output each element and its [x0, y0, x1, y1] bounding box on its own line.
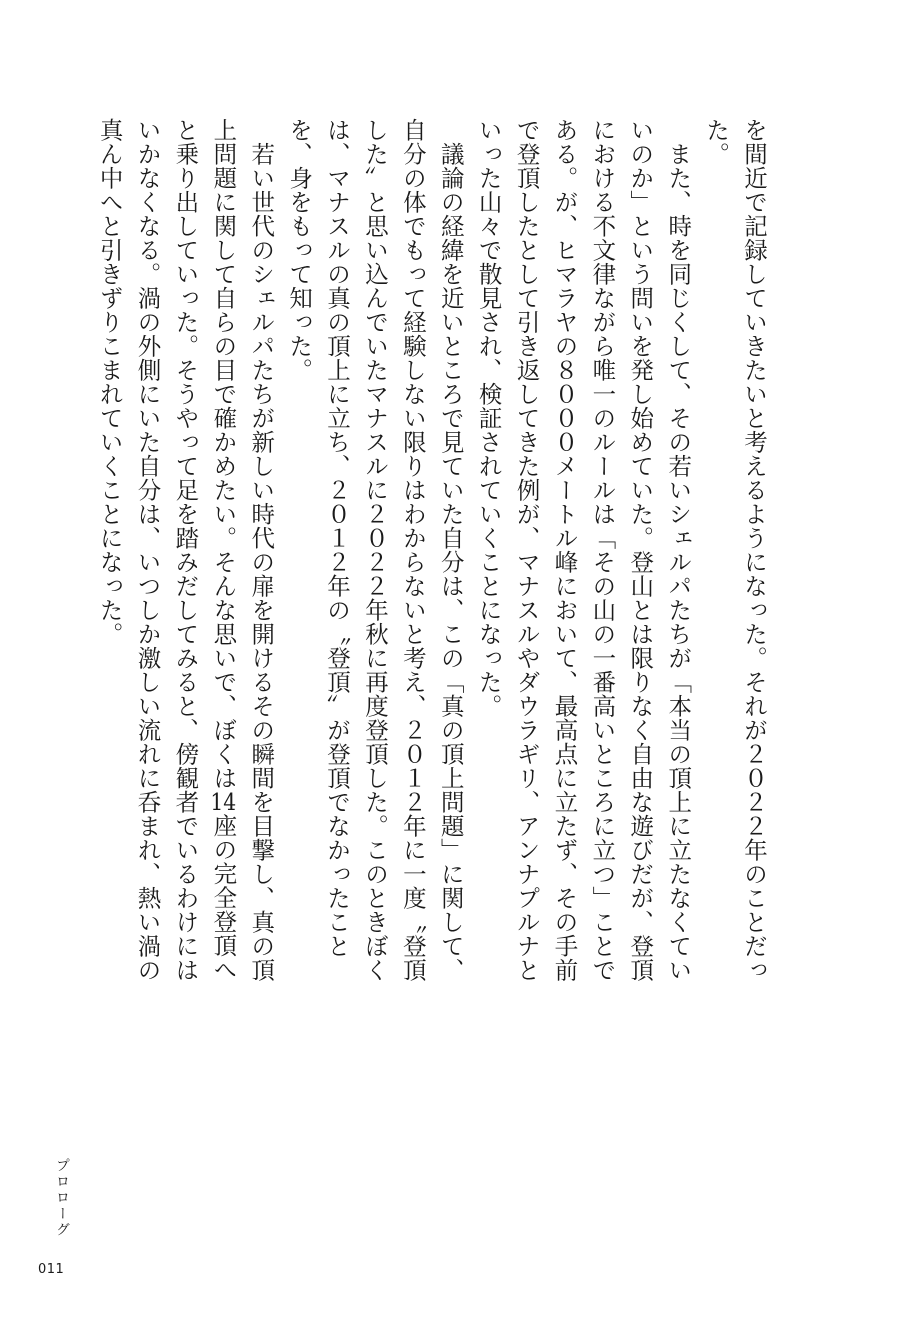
paragraph — [469, 118, 696, 998]
running-head: プロローグ — [54, 1158, 70, 1238]
paragraph — [279, 118, 469, 998]
text-run: また、時を同じくして、その若いシェルパたちが「本当の頂上に立たなくていいのか」という問いを発し始めていた。登山とは限りなく自由な遊びだが、登頂における不文律ながら唯一のルールは「その山の一番高いところに立つ」ことである。が、ヒマラヤの８０００メートル峰において、最高点に立たず、その手前で登頂したとして引き返してきた例が、マナスルやダウラギリ、アンナプルナといった山々で散見され、検証されていくことになった。 — [474, 118, 693, 982]
text-run: 議論の経緯を近いところで見ていた自分は、この「真の頂上問題」に関して、自分の体でもって経験しない限りはわからないと考え、２０１２年に一度〝登頂した〟と思い込んでいたマナスルに２０２２年秋に再度登頂した。このときぼくは、マナスルの真の頂上に立ち、２０１２年の〝登頂〟が登頂でなかったことを、身をもって知った。 — [285, 118, 465, 982]
text-run: 座の完全登頂へと乗り出していった。そうやって足を踏みだしてみると、傍観者でいるわけにはいかなくなる。渦の外側にいた自分は、いつしか激しい流れに呑まれ、熱い渦の真ん中へと引きずりこまれていくことになった。 — [95, 118, 238, 982]
tate-chu-yoko-number: 14 — [210, 790, 237, 814]
paragraph — [90, 118, 280, 998]
vertical-body-text — [90, 118, 772, 998]
text-run: を間近で記録していきたいと考えるようになった。それが２０２２年のことだった。 — [702, 118, 768, 982]
text-run: 若い世代のシェルパたちが新しい時代の扉を開けるその瞬間を目撃し、真の頂上問題に関して自らの目で確かめたい。そんな思いで、ぼくは — [209, 118, 276, 982]
page-number: 011 — [38, 1262, 65, 1277]
paragraph — [696, 118, 772, 998]
